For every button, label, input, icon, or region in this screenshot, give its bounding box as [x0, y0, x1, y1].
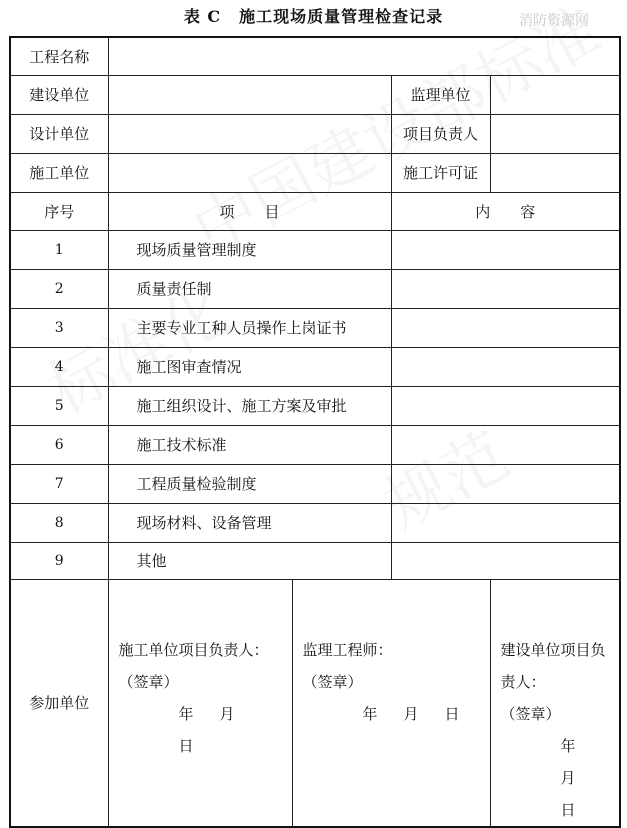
item-content[interactable] — [391, 230, 620, 269]
item-content[interactable] — [391, 269, 620, 308]
design-unit-value[interactable] — [108, 114, 391, 153]
table-row — [10, 542, 620, 579]
item-content[interactable] — [391, 542, 620, 579]
table-row — [10, 75, 620, 114]
project-leader-label: 项目负责人 — [391, 114, 490, 153]
date-line: 年月日 — [560, 736, 580, 819]
design-unit-label: 设计单位 — [10, 114, 108, 153]
item-content[interactable] — [391, 464, 620, 503]
builder-leader-label: 施工单位项目负责人： — [118, 640, 269, 659]
item-number: 5 — [10, 386, 108, 425]
item-content[interactable] — [391, 347, 620, 386]
table-row — [10, 386, 620, 425]
seal-label: （签章） — [500, 704, 561, 723]
date-line: 年 月日 — [178, 704, 239, 755]
builder-unit-label: 施工单位 — [10, 153, 108, 192]
column-header-item: 项 目 — [108, 192, 391, 230]
owner-leader-label: 建设单位项目负责人： — [500, 640, 606, 691]
supervisor-signature-cell[interactable] — [292, 579, 490, 827]
supervisor-label: 监理工程师： — [302, 640, 393, 659]
item-number: 7 — [10, 464, 108, 503]
column-header-row — [10, 192, 620, 230]
supervision-unit-value[interactable] — [490, 75, 620, 114]
supervision-unit-label: 监理单位 — [391, 75, 490, 114]
item-number: 3 — [10, 308, 108, 347]
project-name-label: 工程名称 — [10, 37, 108, 75]
seal-label: （签章） — [302, 672, 363, 691]
table-row — [10, 230, 620, 269]
item-number: 1 — [10, 230, 108, 269]
item-label: 现场材料、设备管理 — [108, 503, 391, 542]
table-row — [10, 464, 620, 503]
inspection-table — [9, 36, 621, 828]
project-leader-value[interactable] — [490, 114, 620, 153]
item-content[interactable] — [391, 503, 620, 542]
table-row — [10, 347, 620, 386]
item-number: 9 — [10, 542, 108, 579]
item-label: 现场质量管理制度 — [108, 230, 391, 269]
table-row — [10, 114, 620, 153]
table-row — [10, 503, 620, 542]
item-label: 施工技术标准 — [108, 425, 391, 464]
table-title: 施工现场质量管理检查记录 — [239, 7, 444, 26]
item-label: 主要专业工种人员操作上岗证书 — [108, 308, 391, 347]
table-row — [10, 37, 620, 75]
table-row — [10, 308, 620, 347]
builder-unit-value[interactable] — [108, 153, 391, 192]
item-content[interactable] — [391, 425, 620, 464]
corner-watermark: 消防资源网 — [519, 13, 589, 29]
construction-unit-value[interactable] — [108, 75, 391, 114]
table-row — [10, 425, 620, 464]
item-label: 施工图审查情况 — [108, 347, 391, 386]
column-header-content: 内 容 — [391, 192, 620, 230]
builder-signature-cell[interactable] — [108, 579, 292, 827]
construction-permit-value[interactable] — [490, 153, 620, 192]
seal-label: （签章） — [118, 672, 179, 691]
participants-label: 参加单位 — [10, 579, 108, 827]
item-number: 8 — [10, 503, 108, 542]
item-content[interactable] — [391, 308, 620, 347]
item-number: 6 — [10, 425, 108, 464]
signature-row — [10, 579, 620, 827]
project-name-value[interactable] — [108, 37, 620, 75]
construction-unit-label: 建设单位 — [10, 75, 108, 114]
table-row — [10, 269, 620, 308]
item-label: 工程质量检验制度 — [108, 464, 391, 503]
item-label: 施工组织设计、施工方案及审批 — [108, 386, 391, 425]
owner-signature-cell[interactable] — [490, 579, 620, 827]
table-row — [10, 153, 620, 192]
item-label: 其他 — [108, 542, 391, 579]
construction-permit-label: 施工许可证 — [391, 153, 490, 192]
item-number: 4 — [10, 347, 108, 386]
column-header-seq: 序号 — [10, 192, 108, 230]
item-content[interactable] — [391, 386, 620, 425]
date-line: 年 月 日 — [362, 704, 464, 723]
table-number: 表 C — [183, 7, 222, 26]
item-number: 2 — [10, 269, 108, 308]
item-label: 质量责任制 — [108, 269, 391, 308]
